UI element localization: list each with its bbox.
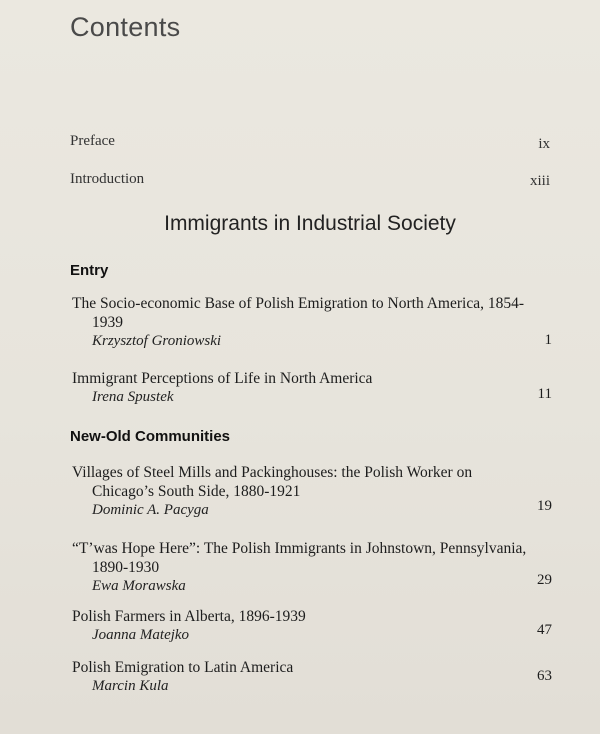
toc-entry-author: Dominic A. Pacyga <box>92 502 209 518</box>
group-heading-entry: Entry <box>70 262 109 279</box>
group-heading-new-old-communities: New-Old Communities <box>70 428 231 445</box>
toc-introduction-page: xiii <box>529 173 550 189</box>
toc-entry-title: Villages of Steel Mills and Packinghouses: the Polish Worker on Chicago’s South Side, 1880-1921 <box>72 464 473 500</box>
toc-entry-page: 19 <box>537 498 552 514</box>
toc-entry-author: Krzysztof Groniowski <box>92 333 222 349</box>
toc-entry-title: Polish Emigration to Latin America <box>72 659 294 676</box>
toc-preface-page: ix <box>538 136 550 152</box>
toc-entry-title: “T’was Hope Here”: The Polish Immigrants in Johnstown, Pennsylvania, 1890-1930 <box>72 540 527 576</box>
toc-preface-label: Preface <box>70 133 115 149</box>
toc-entry <box>72 658 532 696</box>
toc-entry-title: Polish Farmers in Alberta, 1896-1939 <box>72 608 306 625</box>
toc-entry <box>72 607 532 645</box>
toc-entry-page: 47 <box>537 622 552 638</box>
toc-entry-page: 63 <box>537 668 552 684</box>
page-title: Contents <box>70 12 181 42</box>
toc-entry <box>72 539 532 596</box>
toc-entry-title: Immigrant Perceptions of Life in North America <box>72 370 373 387</box>
toc-entry <box>72 369 532 407</box>
section-title: Immigrants in Industrial Society <box>164 212 456 235</box>
toc-entry-author: Irena Spustek <box>92 389 174 405</box>
toc-entry-author: Marcin Kula <box>92 678 169 694</box>
toc-entry-author: Joanna Matejko <box>92 627 190 643</box>
toc-entry <box>72 463 532 520</box>
toc-entry-page: 29 <box>537 572 552 588</box>
toc-entry-title: The Socio-economic Base of Polish Emigration to North America, 1854-1939 <box>72 295 524 331</box>
toc-entry-page: 11 <box>537 386 552 402</box>
toc-entry-page: 1 <box>544 332 552 348</box>
toc-entry-author: Ewa Morawska <box>92 578 186 594</box>
toc-entry <box>72 294 532 351</box>
toc-introduction-label: Introduction <box>70 171 145 187</box>
